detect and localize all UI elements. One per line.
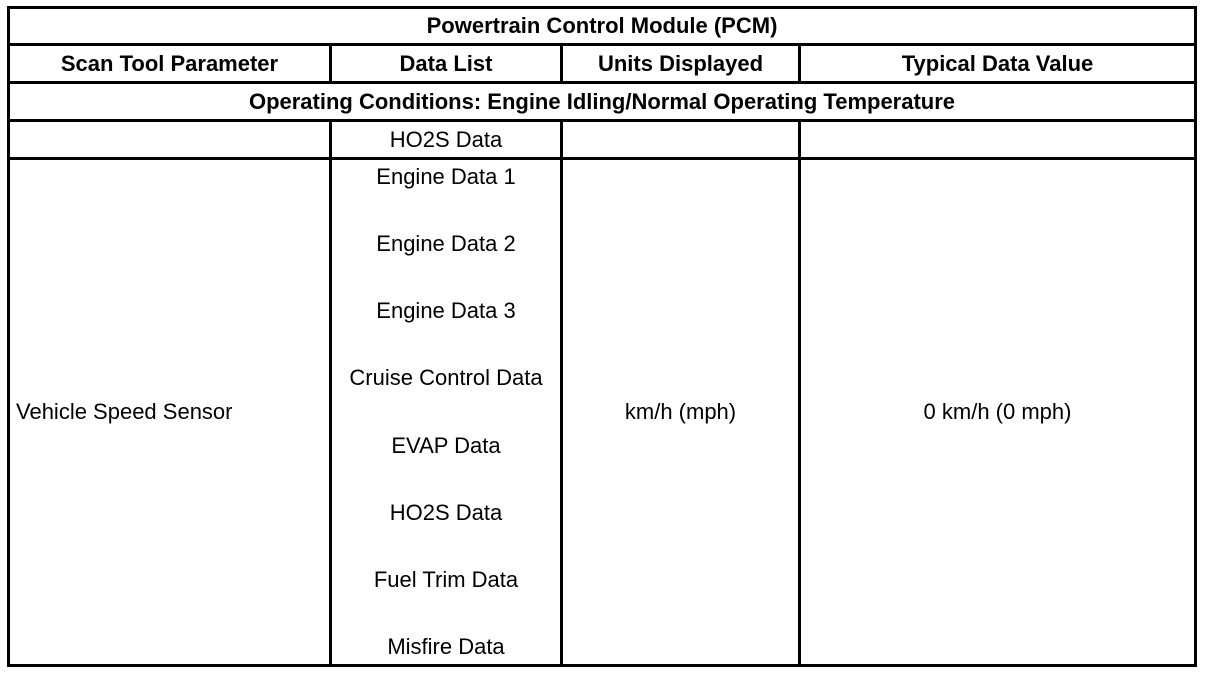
- pcm-data-table: [7, 6, 1197, 667]
- cell-data-list: [331, 159, 562, 666]
- data-list-item: Engine Data 2: [376, 231, 516, 257]
- header-scan-tool-parameter: Scan Tool Parameter: [9, 45, 331, 83]
- cell-typical-value: 0 km/h (0 mph): [800, 159, 1196, 666]
- table-row: [9, 121, 1196, 159]
- data-list-item: Cruise Control Data: [349, 365, 543, 391]
- table-title: Powertrain Control Module (PCM): [9, 8, 1196, 45]
- cell-data-list: HO2S Data: [331, 121, 562, 159]
- cell-parameter: [9, 121, 331, 159]
- cell-typical-value: [800, 121, 1196, 159]
- data-list-stack: [338, 160, 554, 664]
- header-row: [9, 45, 1196, 83]
- operating-conditions: Operating Conditions: Engine Idling/Normal Operating Temperature: [9, 83, 1196, 121]
- header-data-list: Data List: [331, 45, 562, 83]
- cell-units: km/h (mph): [562, 159, 800, 666]
- header-units-displayed: Units Displayed: [562, 45, 800, 83]
- conditions-row: [9, 83, 1196, 121]
- cell-units: [562, 121, 800, 159]
- data-list-item: Engine Data 3: [376, 298, 516, 324]
- table-title-row: [9, 8, 1196, 45]
- data-list-item: EVAP Data: [391, 432, 501, 458]
- header-typical-data-value: Typical Data Value: [800, 45, 1196, 83]
- data-list-item: Fuel Trim Data: [373, 566, 519, 592]
- data-list-item: Engine Data 1: [376, 164, 516, 189]
- data-list-item: HO2S Data: [389, 499, 503, 525]
- cell-parameter: Vehicle Speed Sensor: [9, 159, 331, 666]
- data-list-item: Misfire Data: [387, 633, 505, 659]
- table-row: [9, 159, 1196, 666]
